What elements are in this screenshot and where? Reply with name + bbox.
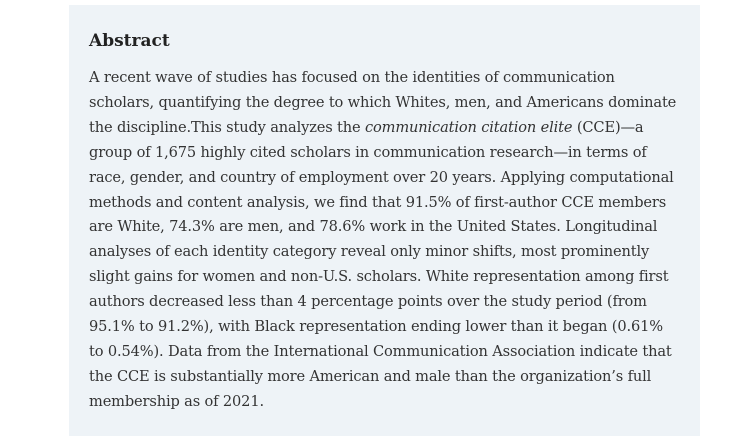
abstract-text-italic: communication citation elite bbox=[365, 118, 573, 136]
abstract-heading: Abstract bbox=[89, 31, 170, 51]
abstract-text-part2: (CCE)—a group of 1,675 highly cited scholars in communication research—in terms of race, gender, and country of employment over 20 years. Applying computational methods and content analysis, we find that 91.5% of first-author CCE members are White, 74.3% are men, and 78.6% work in the United States. Longitudinal analyses of each identity category reveal only minor shifts, most prominently slight gains for women and non-U.S. scholars. White representation among first authors decreased less than 4 percentage points over the study period (from 95.1% to 91.2%), with Black representation ending lower than it began (0.61% to 0.54%). Data from the International Communication Association indicate that the CCE is substantially more American and male than the organization’s full membership as of 2021. bbox=[89, 118, 674, 410]
abstract-text-part1: A recent wave of studies has focused on the identities of communication scholars, quantifying the degree to which Whites, men, and Americans dominate the discipline.This study analyzes the bbox=[89, 69, 677, 136]
abstract-body bbox=[89, 66, 680, 415]
abstract-section bbox=[69, 5, 700, 436]
